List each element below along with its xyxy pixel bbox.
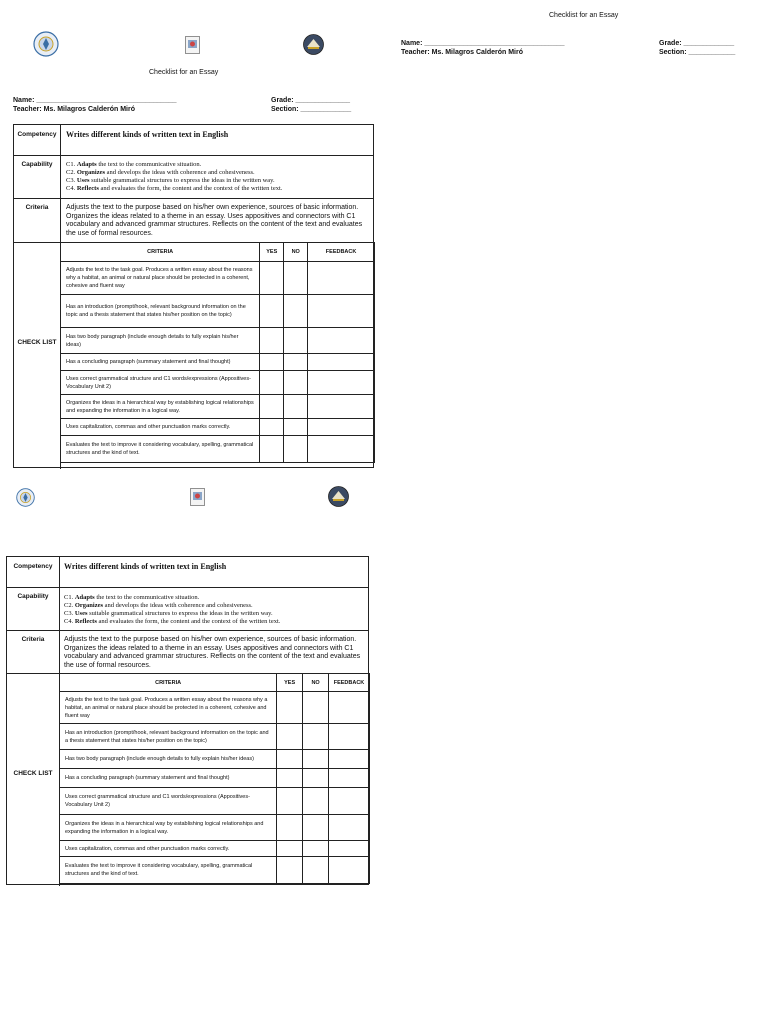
table-row xyxy=(60,692,370,724)
no-cell[interactable] xyxy=(284,419,308,436)
no-header: NO xyxy=(303,674,329,692)
table-row xyxy=(61,371,375,395)
yes-cell[interactable] xyxy=(277,750,303,769)
capability-prefix: C1. xyxy=(64,594,75,601)
feedback-cell[interactable] xyxy=(308,354,375,371)
capability-verb: Adapts xyxy=(76,161,97,168)
table-row xyxy=(61,328,375,354)
table-row xyxy=(60,788,370,815)
capability-prefix: C2. xyxy=(64,602,75,609)
no-cell[interactable] xyxy=(284,436,308,463)
yes-cell[interactable] xyxy=(260,371,284,395)
capability-row xyxy=(7,588,368,631)
yes-cell[interactable] xyxy=(277,692,303,724)
no-cell[interactable] xyxy=(303,788,329,815)
capability-item xyxy=(66,169,373,177)
criterion-text: Organizes the ideas in a hierarchical way by establishing logical relationships and expanding the information in a logical way. xyxy=(60,815,277,841)
no-cell[interactable] xyxy=(303,841,329,857)
criteria-text: Adjusts the text to the purpose based on his/her own experience, sources of basic information. Organizes the ideas related to a theme in an essay. Uses appositives and connectors with C1 vocabulary and advanced grammar structures. Reflects on the content of the text and evaluates the use of formal resources. xyxy=(64,636,361,669)
feedback-cell[interactable] xyxy=(329,724,370,750)
yes-cell[interactable] xyxy=(260,328,284,354)
checklist-table xyxy=(59,673,370,884)
capability-label: Capability xyxy=(7,588,60,631)
table-row xyxy=(61,419,375,436)
feedback-cell[interactable] xyxy=(308,295,375,328)
criterion-text: Adjusts the text to the task goal. Produces a written essay about the reasons why a habitat, an animal or natural place should be protected in a coherent, cohesive and fluent way xyxy=(61,262,260,295)
capability-prefix: C3. xyxy=(64,610,75,617)
criteria-row xyxy=(14,199,373,243)
criterion-text: Uses capitalization, commas and other punctuation marks correctly. xyxy=(60,841,277,857)
capability-item xyxy=(64,594,368,602)
capability-text: suitable grammatical structures to express the ideas in the written way. xyxy=(89,177,275,184)
no-cell[interactable] xyxy=(303,724,329,750)
yes-cell[interactable] xyxy=(277,815,303,841)
competency-text: Writes different kinds of written text in English xyxy=(66,130,229,139)
yes-cell[interactable] xyxy=(277,841,303,857)
capability-prefix: C4. xyxy=(64,618,75,625)
table-row xyxy=(60,815,370,841)
criteria-header: CRITERIA xyxy=(61,243,260,262)
school-badge-icon xyxy=(190,488,205,506)
feedback-cell[interactable] xyxy=(308,436,375,463)
feedback-cell[interactable] xyxy=(308,371,375,395)
no-cell[interactable] xyxy=(303,750,329,769)
table-row xyxy=(60,857,370,884)
table-row xyxy=(61,295,375,328)
feedback-cell[interactable] xyxy=(308,262,375,295)
feedback-header: FEEDBACK xyxy=(329,674,370,692)
capability-text: suitable grammatical structures to express the ideas in the written way. xyxy=(87,610,273,617)
no-cell[interactable] xyxy=(303,692,329,724)
no-cell[interactable] xyxy=(284,395,308,419)
checklist-row xyxy=(14,243,373,469)
school-badge-icon xyxy=(185,36,200,54)
yes-cell[interactable] xyxy=(260,436,284,463)
yes-header: YES xyxy=(260,243,284,262)
capability-text: and evaluates the form, the content and the context of the written text. xyxy=(96,618,281,625)
no-cell[interactable] xyxy=(284,354,308,371)
capability-item xyxy=(66,161,373,169)
capability-item xyxy=(64,618,368,626)
yes-cell[interactable] xyxy=(260,354,284,371)
competency-row xyxy=(7,557,368,588)
capability-verb: Reflects xyxy=(74,618,97,625)
capability-verb: Uses xyxy=(76,177,90,184)
feedback-cell[interactable] xyxy=(329,815,370,841)
capability-prefix: C2. xyxy=(66,169,77,176)
capability-label: Capability xyxy=(14,156,61,199)
criterion-text: Has an introduction (prompt/hook, relevant background information on the topic and a thesis statement that states his/her position on the topic) xyxy=(60,724,277,750)
table-row xyxy=(61,262,375,295)
capability-prefix: C1. xyxy=(66,161,77,168)
capability-list xyxy=(66,161,373,193)
feedback-cell[interactable] xyxy=(329,750,370,769)
feedback-cell[interactable] xyxy=(329,692,370,724)
capability-verb: Adapts xyxy=(74,594,95,601)
yes-header: YES xyxy=(277,674,303,692)
criterion-text: Has two body paragraph (include enough details to fully explain his/her ideas) xyxy=(60,750,277,769)
competency-row xyxy=(14,125,373,156)
yes-cell[interactable] xyxy=(260,295,284,328)
no-cell[interactable] xyxy=(284,295,308,328)
rubric-table-2 xyxy=(6,556,369,885)
capability-text: and evaluates the form, the content and the context of the written text. xyxy=(98,185,283,192)
yes-cell[interactable] xyxy=(277,857,303,884)
competency-text: Writes different kinds of written text in English xyxy=(64,562,227,571)
rubric-table-1 xyxy=(13,124,374,468)
no-cell[interactable] xyxy=(303,857,329,884)
no-header: NO xyxy=(284,243,308,262)
criterion-text: Adjusts the text to the task goal. Produces a written essay about the reasons why a habitat, an animal or natural place should be protected in a coherent, cohesive and fluent way xyxy=(60,692,277,724)
no-cell[interactable] xyxy=(284,262,308,295)
capability-list xyxy=(64,594,368,626)
capability-item xyxy=(66,177,373,185)
criteria-text: Adjusts the text to the purpose based on his/her own experience, sources of basic information. Organizes the ideas related to a theme in an essay. Uses appositives and connectors with C1 vocabulary and advanced grammar structures. Reflects on the content of the text and evaluates the use of formal resources. xyxy=(66,204,363,237)
capability-row xyxy=(14,156,373,199)
criteria-row xyxy=(7,631,368,674)
yes-cell[interactable] xyxy=(277,788,303,815)
criterion-text: Has an introduction (prompt/hook, relevant background information on the topic and a thesis statement that states his/her position on the topic) xyxy=(61,295,260,328)
criterion-text: Uses capitalization, commas and other punctuation marks correctly. xyxy=(61,419,260,436)
table-row xyxy=(61,354,375,371)
institution-seal-icon xyxy=(328,486,349,507)
no-cell[interactable] xyxy=(284,328,308,354)
capability-item xyxy=(64,610,368,618)
feedback-header: FEEDBACK xyxy=(308,243,375,262)
capability-verb: Organizes xyxy=(74,602,104,609)
checklist-table xyxy=(60,242,375,463)
yes-cell[interactable] xyxy=(277,724,303,750)
no-cell[interactable] xyxy=(303,815,329,841)
capability-prefix: C3. xyxy=(66,177,77,184)
criterion-text: Uses correct grammatical structure and C1 words/expressions (Appositives-Vocabulary Unit 2) xyxy=(60,788,277,815)
criterion-text: Evaluates the text to improve it considering vocabulary, spelling, grammatical structures and the kind of text. xyxy=(61,436,260,463)
no-cell[interactable] xyxy=(303,769,329,788)
top-right-name-field: Name: ____________________________________ xyxy=(401,40,565,47)
school-crest-icon xyxy=(16,488,35,507)
criteria-header: CRITERIA xyxy=(60,674,277,692)
teacher-label: Teacher: Ms. Milagros Calderón Miró xyxy=(13,106,136,113)
feedback-cell[interactable] xyxy=(308,419,375,436)
capability-verb: Uses xyxy=(74,610,88,617)
capability-text: and develops the ideas with coherence and cohesiveness. xyxy=(105,169,255,176)
criterion-text: Has a concluding paragraph (summary statement and final thought) xyxy=(61,354,260,371)
capability-verb: Reflects xyxy=(76,185,99,192)
capability-text: and develops the ideas with coherence and cohesiveness. xyxy=(103,602,253,609)
competency-label: Competency xyxy=(7,557,60,588)
yes-cell[interactable] xyxy=(260,262,284,295)
table-row xyxy=(60,750,370,769)
criterion-text: Uses correct grammatical structure and C1 words/expressions (Appositives-Vocabulary Unit 2) xyxy=(61,371,260,395)
feedback-cell[interactable] xyxy=(329,841,370,857)
capability-verb: Organizes xyxy=(76,169,106,176)
section-field: Section: _____________ xyxy=(271,106,352,113)
grade-field: Grade: ______________ xyxy=(271,97,351,104)
capability-text: the text to the communicative situation. xyxy=(96,161,202,168)
feedback-cell[interactable] xyxy=(329,857,370,884)
capability-item xyxy=(66,185,373,193)
checklist-row xyxy=(7,674,368,886)
top-right-teacher: Teacher: Ms. Milagros Calderón Miró xyxy=(401,49,524,56)
yes-cell[interactable] xyxy=(260,419,284,436)
checklist-label: CHECK LIST xyxy=(7,674,60,886)
school-crest-icon xyxy=(33,31,59,57)
table-row xyxy=(60,769,370,788)
criteria-label: Criteria xyxy=(7,631,60,674)
table-row xyxy=(61,436,375,463)
table-row xyxy=(60,841,370,857)
feedback-cell[interactable] xyxy=(308,328,375,354)
top-right-title: Checklist for an Essay xyxy=(549,12,619,19)
top-right-section-field: Section: ____________ xyxy=(659,49,736,56)
yes-cell[interactable] xyxy=(277,769,303,788)
capability-item xyxy=(64,602,368,610)
competency-label: Competency xyxy=(14,125,61,156)
table-row xyxy=(61,395,375,419)
criterion-text: Organizes the ideas in a hierarchical way by establishing logical relationships and expanding the information in a logical way. xyxy=(61,395,260,419)
name-field: Name: ____________________________________ xyxy=(13,97,177,104)
institution-seal-icon xyxy=(303,34,324,55)
criterion-text: Evaluates the text to improve it considering vocabulary, spelling, grammatical structures and the kind of text. xyxy=(60,857,277,884)
feedback-cell[interactable] xyxy=(329,769,370,788)
top-right-grade-field: Grade: _____________ xyxy=(659,40,735,47)
table-row xyxy=(60,724,370,750)
feedback-cell[interactable] xyxy=(329,788,370,815)
criteria-label: Criteria xyxy=(14,199,61,243)
criterion-text: Has two body paragraph (include enough details to fully explain his/her ideas) xyxy=(61,328,260,354)
feedback-cell[interactable] xyxy=(308,395,375,419)
yes-cell[interactable] xyxy=(260,395,284,419)
no-cell[interactable] xyxy=(284,371,308,395)
capability-text: the text to the communicative situation. xyxy=(94,594,200,601)
criterion-text: Has a concluding paragraph (summary statement and final thought) xyxy=(60,769,277,788)
checklist-label: CHECK LIST xyxy=(14,243,61,469)
capability-prefix: C4. xyxy=(66,185,77,192)
form-title: Checklist for an Essay xyxy=(149,69,219,76)
